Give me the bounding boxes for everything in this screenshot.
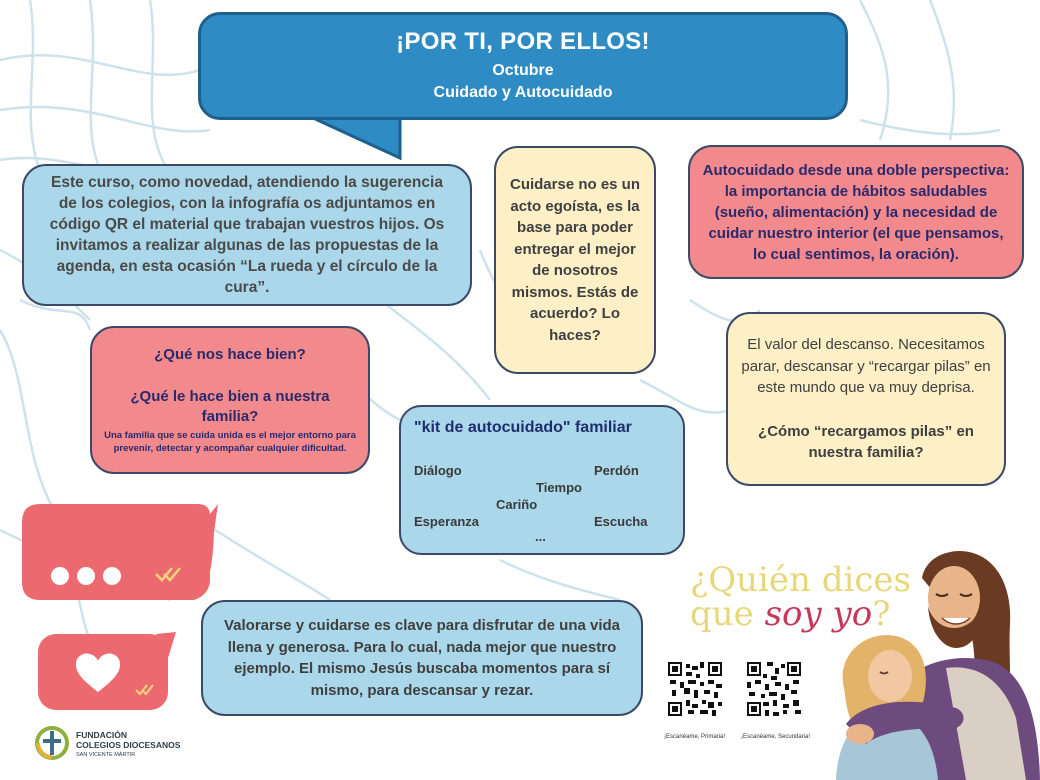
kit-word-dialogo: Diálogo xyxy=(414,463,462,478)
kit-title: "kit de autocuidado" familiar xyxy=(414,419,632,436)
value-yourself-box xyxy=(201,600,643,716)
self-care-not-selfish-box xyxy=(494,146,656,374)
promo-line2-start: que xyxy=(690,594,765,634)
self-care-kit-box xyxy=(399,405,685,555)
month-label: Octubre xyxy=(492,62,554,79)
jesus-embrace-illustration xyxy=(826,548,1040,780)
promo-line2-accent: soy yo xyxy=(764,594,873,634)
double-perspective-text: Autocuidado desde una doble perspectiva: la importancia de hábitos saludables (sueño, alimentación) y la necesidad de cuidar nuestro interior (el que pensamos, lo cual sentimos, la oración). xyxy=(702,161,1010,263)
qr-code-primaria-icon[interactable] xyxy=(666,660,724,718)
title-banner xyxy=(198,12,848,120)
kit-word-ellipsis: ... xyxy=(535,529,546,544)
rest-question: ¿Cómo “recargamos pilas” en nuestra familia? xyxy=(758,422,974,462)
page-title: ¡POR TI, POR ELLOS! xyxy=(396,28,650,55)
theme-label: Cuidado y Autocuidado xyxy=(433,84,613,101)
foundation-logo-text xyxy=(76,730,180,760)
kit-word-tiempo: Tiempo xyxy=(536,480,582,495)
kit-word-esperanza: Esperanza xyxy=(414,514,480,529)
kit-word-escucha: Escucha xyxy=(594,514,648,529)
self-care-text: Cuidarse no es un acto egoísta, es la base para poder entregar el mejor de nosotros mismos. Estás de acuerdo? Lo haces? xyxy=(509,176,641,344)
value-of-rest-box xyxy=(726,312,1006,486)
rest-text: El valor del descanso. Necesitamos parar, descansar y “recargar pilas” en este mundo que va muy deprisa. xyxy=(741,336,991,397)
what-does-us-good-box xyxy=(90,326,370,474)
promo-title-line1: ¿Quién dices xyxy=(690,560,911,600)
heart-bubble-icon xyxy=(36,632,178,716)
family-note: Una familia que se cuida unida es el mejor entorno para prevenir, detectar y acompañar cualquier dificultad. xyxy=(104,430,356,454)
cross-logo-icon xyxy=(34,725,74,761)
qr-label-secundaria: ¡Escanéame, Secundaria! xyxy=(741,734,811,740)
logo-line2: COLEGIOS DIOCESANOS xyxy=(76,740,181,750)
kit-word-carino: Cariño xyxy=(496,497,538,512)
logo-line3: SAN VICENTE MÁRTIR xyxy=(76,752,136,758)
double-perspective-box xyxy=(688,145,1024,279)
logo-line1: FUNDACIÓN xyxy=(76,730,127,740)
kit-word-perdon: Perdón xyxy=(594,463,639,478)
intro-text: Este curso, como novedad, atendiendo la sugerencia de los colegios, con la infografía os adjuntamos en código QR el material que trabajan vuestros hijos. Os invitamos a realizar algunas de las propuestas de la agenda, en esta ocasión “La rueda y el círculo de la cura”. xyxy=(49,174,445,296)
value-text: Valorarse y cuidarse es clave para disfrutar de una vida llena y generosa. Para lo cual, nada mejor que nuestro ejemplo. El mismo Jesús buscaba momentos para sí mismo, para descansar y rezar. xyxy=(223,617,621,699)
question-us: ¿Qué nos hace bien? xyxy=(154,346,306,363)
chat-dots-bubble-icon xyxy=(18,502,220,608)
qr-code-secundaria-icon[interactable] xyxy=(745,660,803,718)
intro-box xyxy=(22,164,472,306)
promo-line2-end: ? xyxy=(872,594,891,634)
qr-label-primaria: ¡Escanéame, Primaria! xyxy=(664,734,726,740)
question-family: ¿Qué le hace bien a nuestra familia? xyxy=(130,388,330,425)
